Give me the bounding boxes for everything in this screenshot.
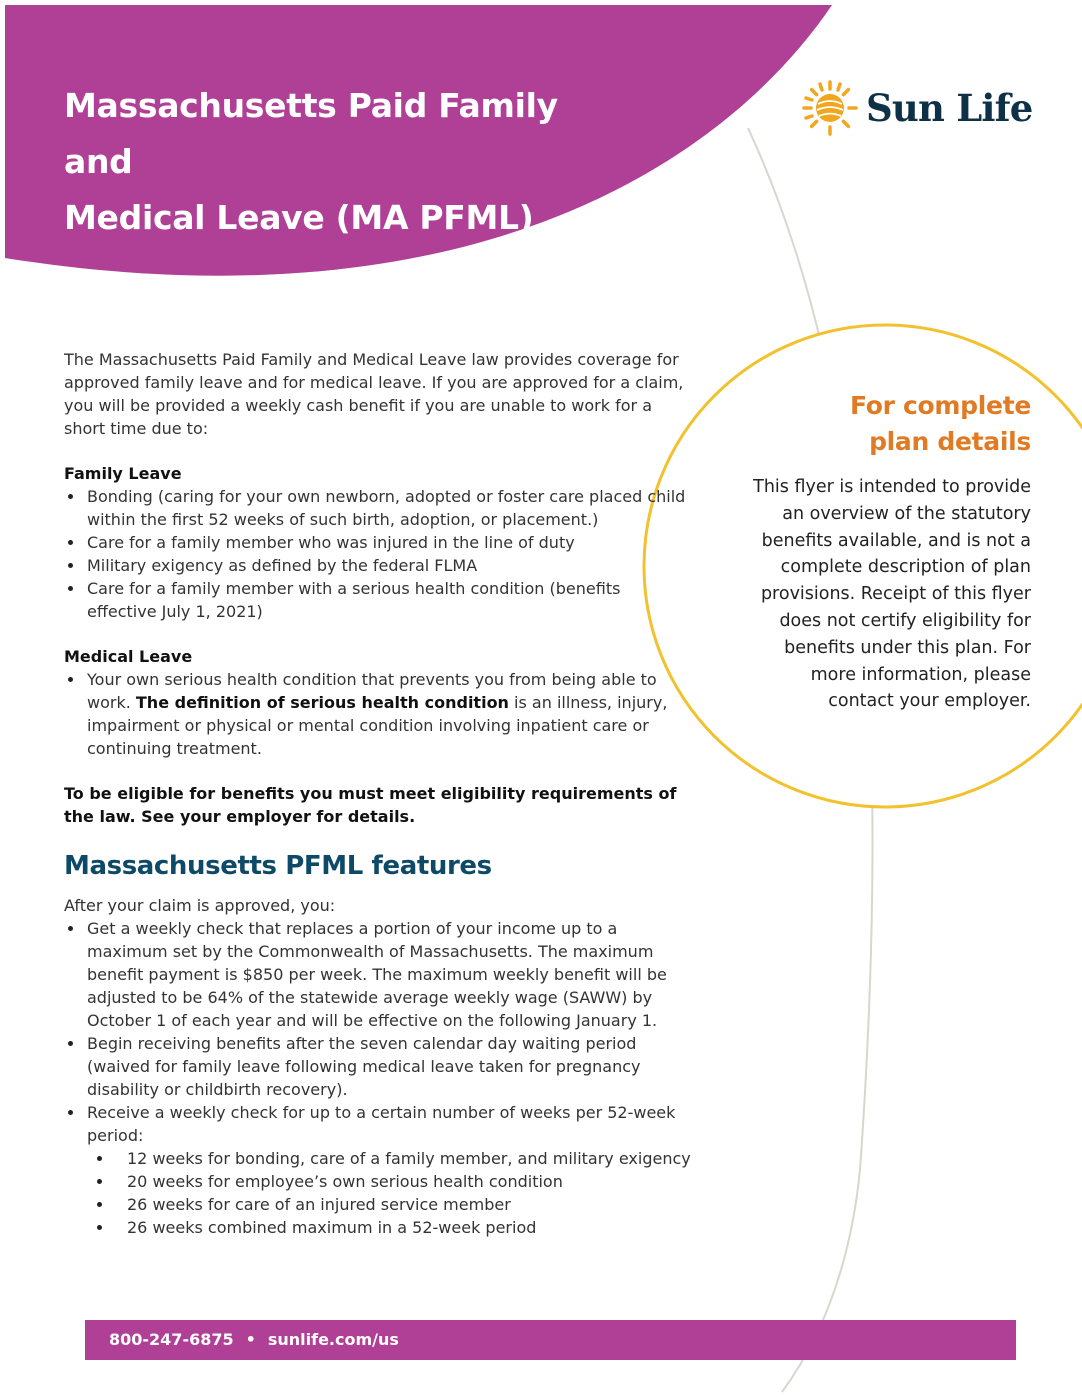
list-item bbox=[87, 1101, 694, 1239]
intro-paragraph: The Massachusetts Paid Family and Medical Leave law provides coverage for approved family leave and for medical leave. If you are approved for a claim, you will be provided a weekly cash benefit if you are unable to work for a short time due to: bbox=[64, 350, 684, 438]
list-item bbox=[87, 668, 694, 760]
weeks-sub-list bbox=[87, 1147, 694, 1239]
footer-contact bbox=[109, 1320, 399, 1360]
callout-heading bbox=[740, 388, 1031, 460]
page-title bbox=[64, 78, 624, 246]
sun-icon bbox=[800, 78, 860, 138]
plan-details-callout bbox=[740, 388, 1031, 715]
list-item: Bonding (caring for your own newborn, adopted or foster care placed child within the first 52 weeks of such birth, adoption, or placement.) bbox=[87, 485, 694, 531]
medical-leave-list bbox=[64, 668, 694, 760]
callout-heading-line-1: For complete bbox=[849, 391, 1031, 420]
sun-life-logo bbox=[800, 78, 1040, 138]
callout-body: This flyer is intended to provide an overview of the statutory benefits available, and is not a complete description of plan provisions. Receipt of this flyer does not certify eligibility for benefits under this plan. For more information, please contact your employer. bbox=[753, 477, 1031, 712]
list-item: 12 weeks for bonding, care of a family member, and military exigency bbox=[127, 1147, 694, 1170]
features-heading: Massachusetts PFML features bbox=[64, 851, 492, 881]
serious-health-definition-term: The definition of serious health condition bbox=[135, 693, 509, 712]
features-list bbox=[64, 917, 694, 1239]
list-item: 20 weeks for employee’s own serious health condition bbox=[127, 1170, 694, 1193]
title-line-2: Medical Leave (MA PFML) bbox=[64, 198, 534, 237]
list-item: Get a weekly check that replaces a portion of your income up to a maximum set by the Commonwealth of Massachusetts. The maximum benefit payment is $850 per week. The maximum weekly benefit will be adjusted to be 64% of the statewide average weekly wage (SAWW) by October 1 of each year and will be effective on the following January 1. bbox=[87, 917, 694, 1032]
family-leave-heading: Family Leave bbox=[64, 464, 182, 483]
features-lead: After your claim is approved, you: bbox=[64, 896, 336, 915]
family-leave-list bbox=[64, 485, 694, 623]
footer-bar bbox=[85, 1320, 1016, 1360]
footer-separator: • bbox=[245, 1330, 256, 1349]
list-item: Military exigency as defined by the federal FLMA bbox=[87, 554, 694, 577]
footer-phone: 800-247-6875 bbox=[109, 1330, 234, 1349]
list-item: 26 weeks for care of an injured service member bbox=[127, 1193, 694, 1216]
medical-leave-heading: Medical Leave bbox=[64, 647, 193, 666]
list-item: 26 weeks combined maximum in a 52-week period bbox=[127, 1216, 694, 1239]
footer-website-link[interactable]: sunlife.com/us bbox=[267, 1330, 399, 1349]
eligibility-notice: To be eligible for benefits you must meet eligibility requirements of the law. See your employer for details. bbox=[64, 784, 677, 826]
list-item: Care for a family member with a serious health condition (benefits effective July 1, 2021) bbox=[87, 577, 694, 623]
callout-heading-line-2: plan details bbox=[869, 427, 1031, 456]
title-line-1: Massachusetts Paid Family and bbox=[64, 86, 558, 181]
medical-leave-text-1: Your own serious health condition that prevents you from being able to work. bbox=[87, 670, 657, 712]
logo-wordmark: Sun Life bbox=[866, 86, 1033, 130]
weeks-list-intro: Receive a weekly check for up to a certain number of weeks per 52-week period: bbox=[87, 1103, 676, 1145]
list-item: Begin receiving benefits after the seven calendar day waiting period (waived for family leave following medical leave taken for pregnancy disability or childbirth recovery). bbox=[87, 1032, 694, 1101]
main-content bbox=[64, 348, 694, 1239]
medical-leave-text-2: is an illness, injury, impairment or physical or mental condition involving inpatient care or continuing treatment. bbox=[87, 693, 668, 758]
list-item: Care for a family member who was injured in the line of duty bbox=[87, 531, 694, 554]
